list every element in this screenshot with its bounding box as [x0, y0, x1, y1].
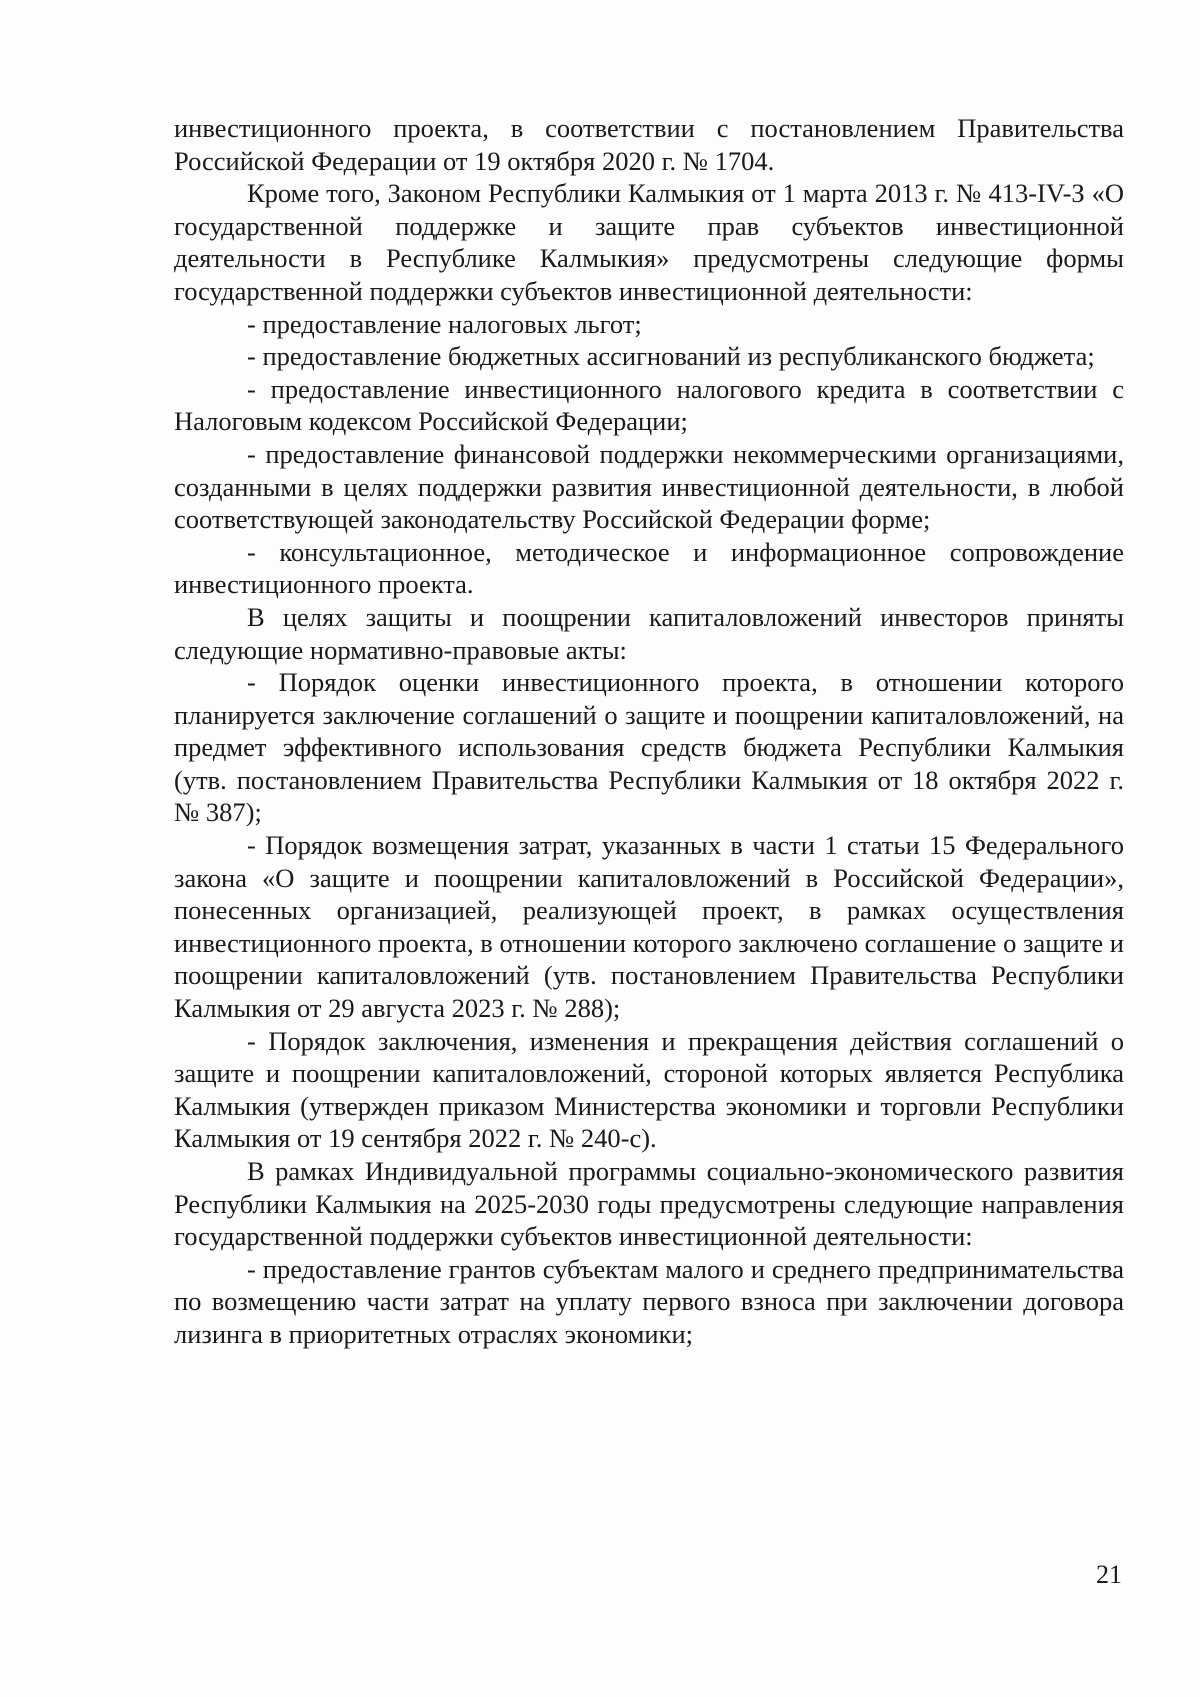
page-number: 21 — [1096, 1560, 1122, 1589]
list-item: - предоставление налоговых льгот; — [247, 308, 642, 339]
list-item: - предоставление бюджетных ассигнований из республиканского бюджета; — [247, 341, 1095, 372]
paragraph-continuation: инвестиционного проекта, в соответствии с постановлением Правительства Российской Федерации от 19 октября 2020 г. № 1704. — [174, 113, 1124, 176]
paragraph-program-intro: В рамках Индивидуальной программы социально-экономического развития Республики Калмыкия на 2025-2030 годы предусмотрены следующие направления государственной поддержки субъектов инвестиционной деятельности: — [174, 1156, 1124, 1252]
list-item: - предоставление финансовой поддержки некоммерческими организациями, созданными в целях поддержки развития инвестиционной деятельности, в любой соответствующей законодательству Российской Федерации форме; — [174, 438, 1124, 535]
list-item: - Порядок заключения, изменения и прекращения действия соглашений о защите и поощрении капиталовложений, стороной которых является Республика Калмыкия (утвержден приказом Министерства экономики и торговли Республики Калмыкия от 19 сентября 2022 г. № 240-с). — [174, 1025, 1124, 1154]
paragraph-acts-intro: В целях защиты и поощрении капиталовложений инвесторов приняты следующие нормативно-правовые акты: — [174, 601, 1124, 665]
paragraph-law-intro: Кроме того, Законом Республики Калмыкия от 1 марта 2013 г. № 413-IV-З «О государственной поддержке и защите прав субъектов инвестиционной деятельности в Республике Калмыкия» предусмотрены следующие формы государственной поддержки субъектов инвестиционной деятельности: — [174, 178, 1124, 306]
list-item: - Порядок возмещения затрат, указанных в части 1 статьи 15 Федерального закона «О защите и поощрении капиталовложений в Российской Федерации», понесенных организацией, реализующей проект, в рамках осуществления инвестиционного проекта, в отношении которого заключено соглашение о защите и поощрении капиталовложений (утв. постановлением Правительства Республики Калмыкия от 29 августа 2023 г. № 288); — [174, 830, 1124, 1024]
document-body — [174, 112, 1124, 1351]
list-item: - предоставление инвестиционного налогового кредита в соответствии с Налоговым кодексом Российской Федерации; — [174, 373, 1124, 437]
list-item: - Порядок оценки инвестиционного проекта, в отношении которого планируется заключение соглашений о защите и поощрении капиталовложений, на предмет эффективного использования средств бюджета Республики Калмыкия (утв. постановлением Правительства Республики Калмыкия от 18 октября 2022 г. № 387); — [174, 667, 1124, 828]
list-item: - предоставление грантов субъектам малого и среднего предпринимательства по возмещению части затрат на уплату первого взноса при заключении договора лизинга в приоритетных отраслях экономики; — [174, 1253, 1124, 1349]
list-item: - консультационное, методическое и информационное сопровождение инвестиционного проекта. — [174, 536, 1124, 600]
